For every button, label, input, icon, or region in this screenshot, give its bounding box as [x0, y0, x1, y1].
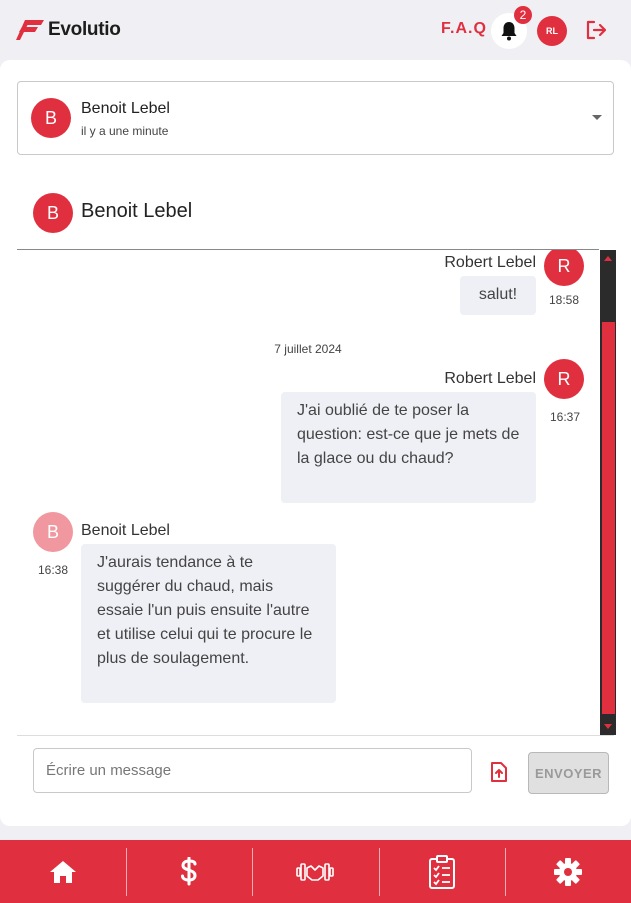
message-author: Robert Lebel — [444, 370, 536, 387]
bell-icon — [499, 21, 519, 41]
scrollbar-thumb[interactable] — [602, 322, 615, 714]
notification-badge: 2 — [514, 6, 532, 24]
selector-avatar: B — [31, 98, 71, 138]
scroll-down-icon[interactable] — [604, 724, 612, 729]
selector-name: Benoit Lebel — [81, 100, 170, 117]
nav-home[interactable] — [0, 840, 126, 903]
nav-billing[interactable] — [126, 840, 252, 903]
user-avatar[interactable]: RL — [537, 16, 567, 46]
message-bubble: J'aurais tendance à te suggérer du chaud, mais essaie l'un puis ensuite l'autre et utilise celui qui te procure le plus de soulagement. — [81, 544, 336, 703]
nav-settings[interactable] — [505, 840, 631, 903]
message-avatar: R — [544, 249, 584, 286]
message-input[interactable] — [33, 748, 472, 793]
scrollbar[interactable] — [600, 250, 616, 735]
message-time: 16:37 — [550, 410, 581, 424]
logout-button[interactable] — [585, 19, 609, 46]
dumbbell-icon — [296, 860, 334, 884]
date-separator: 7 juillet 2024 — [274, 342, 342, 356]
selector-time: il y a une minute — [81, 124, 169, 138]
nav-programs[interactable] — [379, 840, 505, 903]
send-button[interactable]: ENVOYER — [528, 752, 609, 794]
clipboard-icon — [428, 854, 456, 890]
file-upload-icon — [489, 761, 509, 783]
message-time: 16:38 — [38, 563, 69, 577]
message-author: Benoit Lebel — [81, 522, 170, 539]
composer-divider — [17, 735, 614, 736]
logo-text: Evolutio — [48, 19, 121, 40]
dollar-icon — [179, 857, 199, 887]
message-time: 18:58 — [549, 293, 580, 307]
message-bubble: salut! — [460, 276, 536, 315]
chat-card — [0, 60, 631, 826]
conversation-selector[interactable] — [17, 81, 614, 155]
logo-mark-icon — [16, 20, 44, 40]
bottom-nav — [0, 840, 631, 903]
gear-icon — [553, 857, 583, 887]
logout-icon — [585, 19, 609, 41]
faq-link[interactable]: F.A.Q — [441, 20, 487, 37]
chevron-down-icon — [592, 115, 602, 120]
conversation-avatar: B — [33, 193, 73, 233]
conversation-title: Benoit Lebel — [81, 200, 193, 222]
message-avatar: B — [33, 512, 73, 552]
message-author: Robert Lebel — [444, 254, 536, 271]
message-bubble: J'ai oublié de te poser la question: est-ce que je mets de la glace ou du chaud? — [281, 392, 536, 503]
home-icon — [48, 859, 78, 885]
logo[interactable] — [16, 17, 121, 43]
upload-button[interactable] — [489, 761, 509, 788]
message-list[interactable] — [17, 249, 599, 736]
message-avatar: R — [544, 359, 584, 399]
nav-exercises[interactable] — [252, 840, 378, 903]
scroll-up-icon[interactable] — [604, 256, 612, 261]
top-bar — [0, 0, 631, 60]
